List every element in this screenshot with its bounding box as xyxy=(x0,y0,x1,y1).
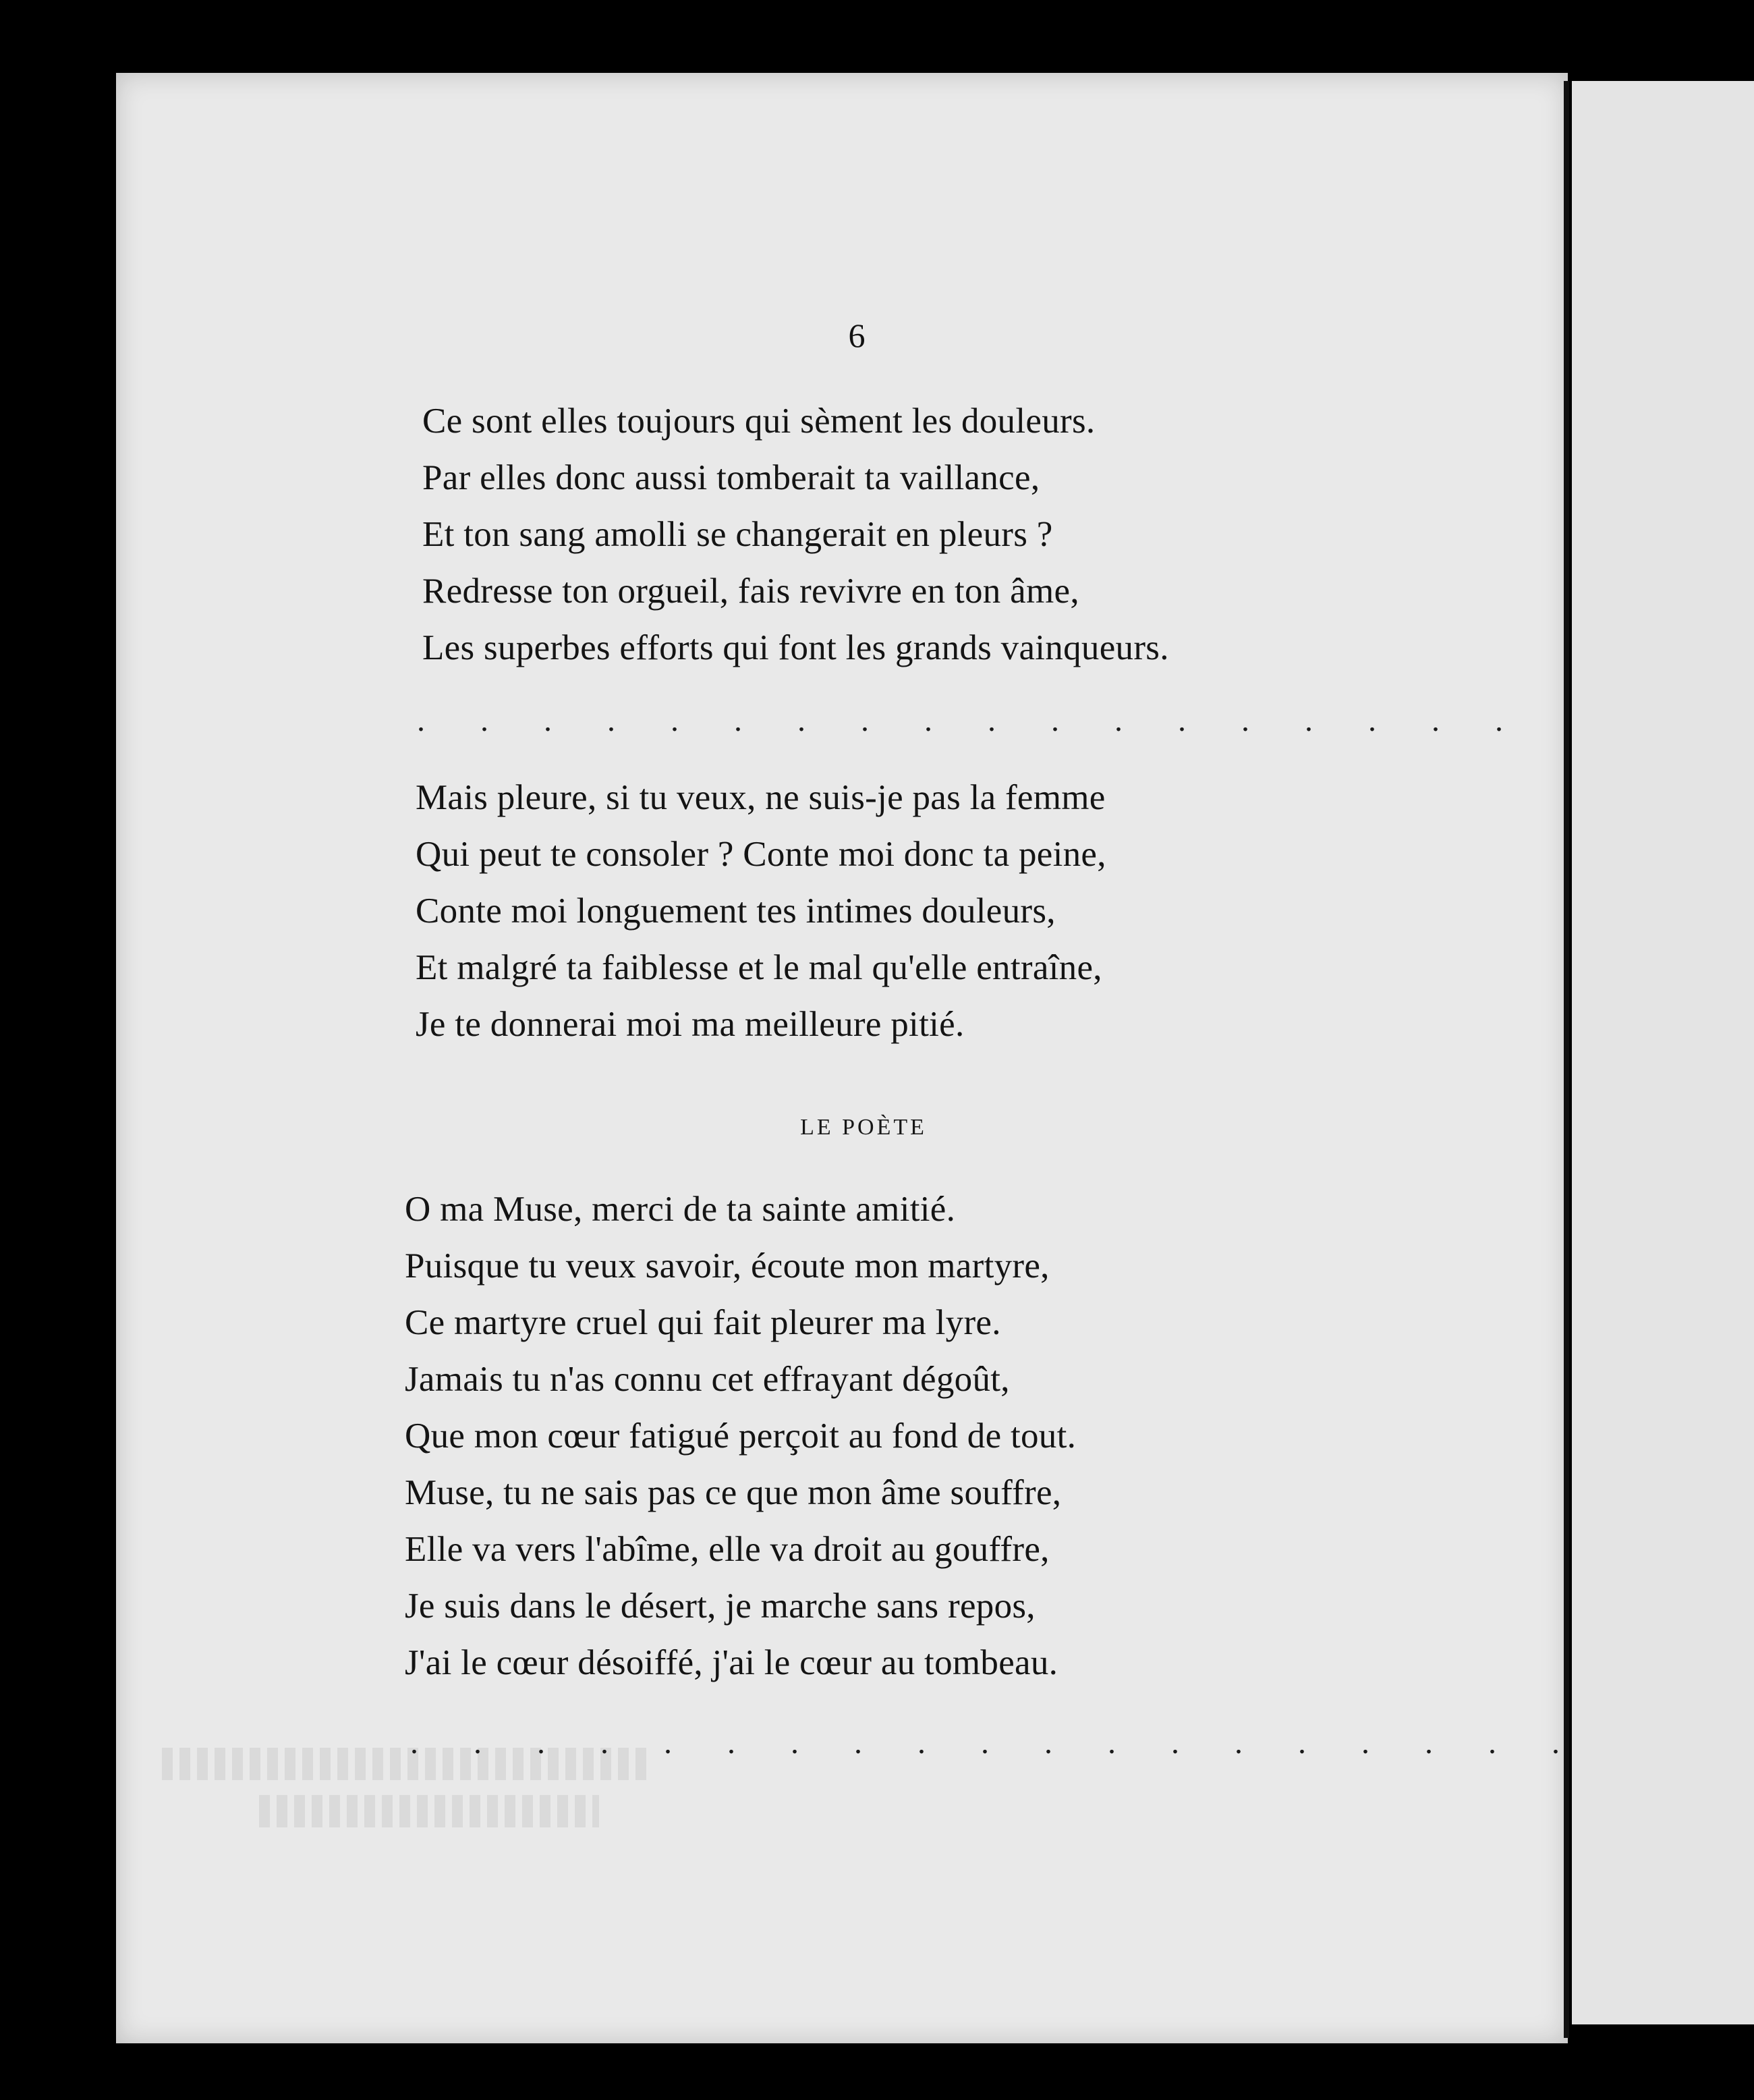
stanza-3 xyxy=(405,1181,1076,1691)
dotted-separator: . . . . . . . . . . . . . . . . . . . xyxy=(410,1725,1583,1761)
verse-line: Je te donnerai moi ma meilleure pitié. xyxy=(416,1005,965,1044)
verse-line: Je suis dans le désert, je marche sans repos, xyxy=(405,1586,1036,1626)
facing-page xyxy=(1572,81,1754,2024)
verse-line: O ma Muse, merci de ta sainte amitié. xyxy=(405,1190,956,1229)
verse-line: Qui peut te consoler ? Conte moi donc ta peine, xyxy=(416,835,1106,874)
faded-library-stamp xyxy=(162,1748,648,1849)
verse-line: Puisque tu veux savoir, écoute mon martyre, xyxy=(405,1246,1050,1286)
verse-line: Et ton sang amolli se changerait en pleurs ? xyxy=(422,515,1053,554)
verse-line: Redresse ton orgueil, fais revivre en ton âme, xyxy=(422,572,1079,611)
verse-line: Elle va vers l'abîme, elle va droit au gouffre, xyxy=(405,1530,1050,1569)
verse-line: Mais pleure, si tu veux, ne suis-je pas la femme xyxy=(416,778,1106,817)
verse-line: Et malgré ta faiblesse et le mal qu'elle entraîne, xyxy=(416,948,1102,987)
verse-line: Conte moi longuement tes intimes douleurs, xyxy=(416,891,1056,931)
verse-line: Jamais tu n'as connu cet effrayant dégoût, xyxy=(405,1360,1010,1399)
stanza-2 xyxy=(416,769,1106,1053)
page-number: 6 xyxy=(848,316,866,354)
dotted-separator: . . . . . . . . . . . . . . . . . . xyxy=(417,702,1527,738)
verse-line: Ce sont elles toujours qui sèment les douleurs. xyxy=(422,402,1096,441)
verse-line: Les superbes efforts qui font les grands vainqueurs. xyxy=(422,628,1169,667)
stanza-1 xyxy=(422,393,1169,676)
verse-line: J'ai le cœur désoiffé, j'ai le cœur au tombeau. xyxy=(405,1643,1058,1682)
verse-line: Muse, tu ne sais pas ce que mon âme souffre, xyxy=(405,1473,1062,1512)
verse-line: Que mon cœur fatigué perçoit au fond de tout. xyxy=(405,1416,1077,1456)
verse-line: Par elles donc aussi tomberait ta vaillance, xyxy=(422,458,1040,497)
speaker-heading: LE POÈTE xyxy=(800,1115,927,1140)
verse-line: Ce martyre cruel qui fait pleurer ma lyre. xyxy=(405,1303,1001,1342)
